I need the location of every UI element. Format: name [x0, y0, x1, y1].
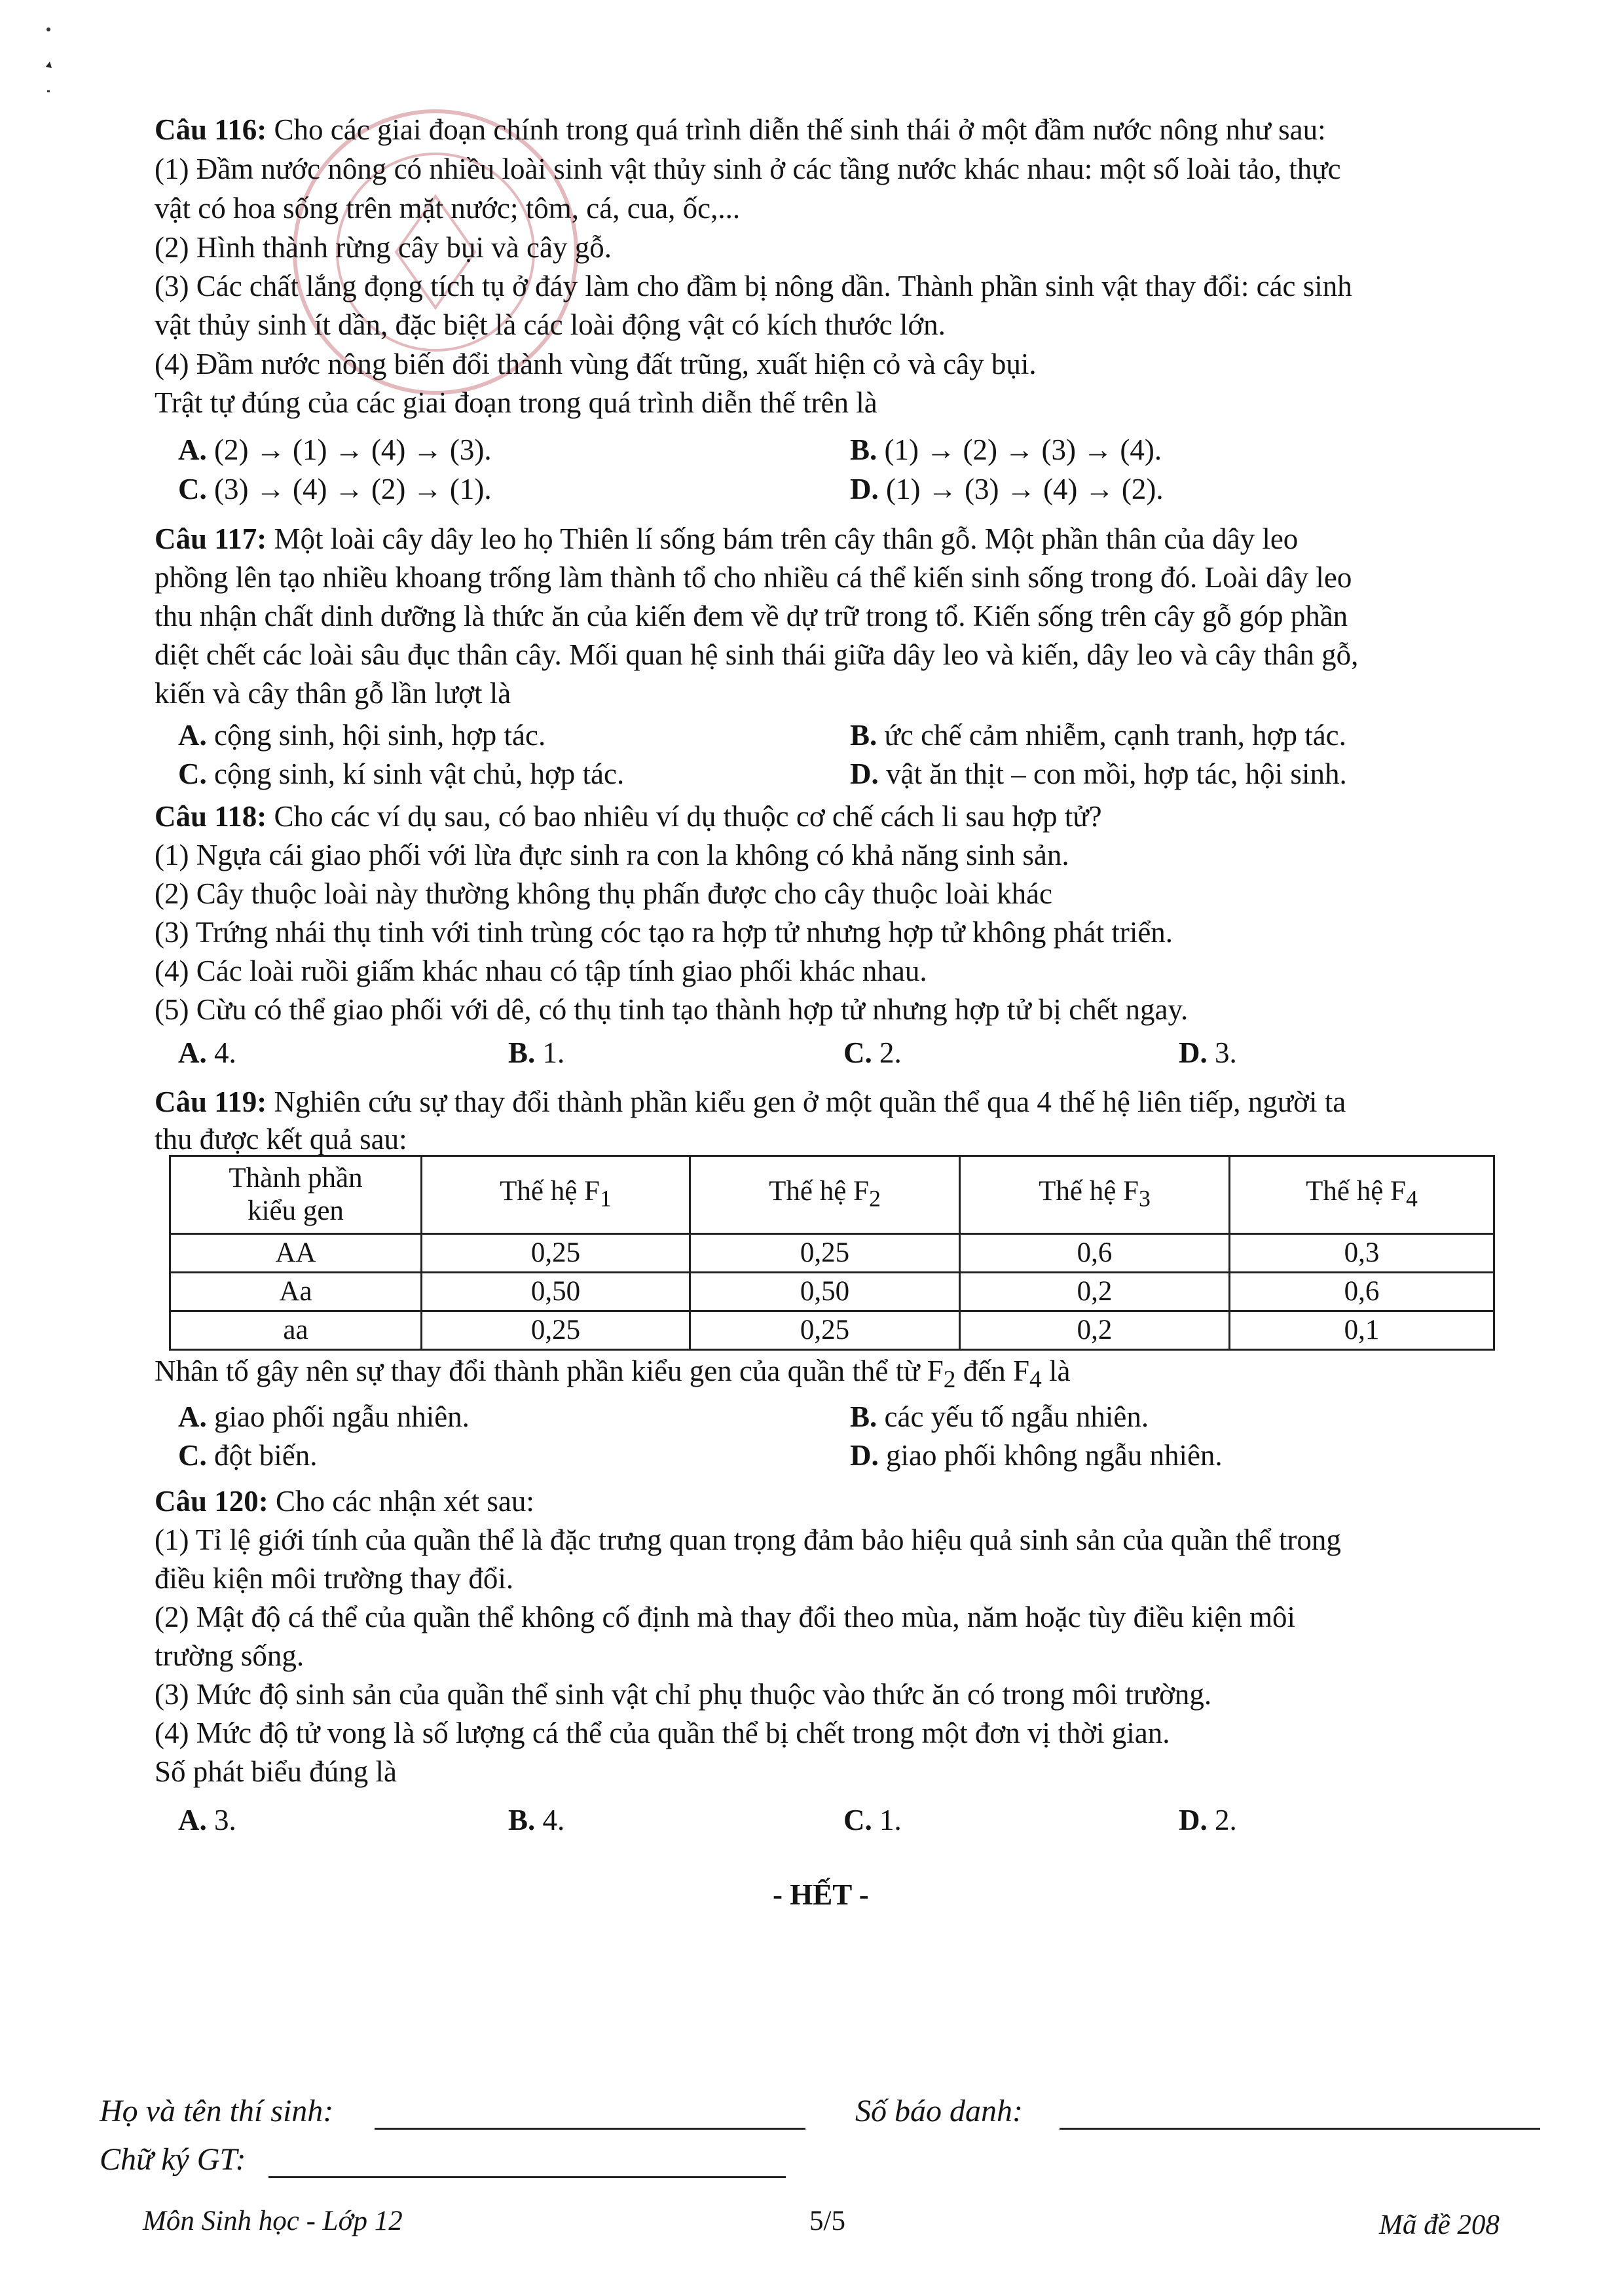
q120-stem-line-8: Số phát biểu đúng là	[155, 1755, 397, 1788]
signature-label: Chữ ký GT:	[100, 2142, 246, 2177]
q120-option-a: A. 3.	[178, 1804, 236, 1836]
q120-option-c: C. 1.	[843, 1804, 902, 1836]
table-header-f2: Thế hệ $F_2$	[690, 1156, 960, 1234]
table-cell: 0,3	[1230, 1234, 1494, 1273]
q120-stem-line-1: Câu 120: Cho các nhận xét sau:	[155, 1485, 534, 1518]
table-cell: 0,1	[1230, 1311, 1494, 1350]
genotype-table	[169, 1155, 1495, 1351]
table-cell: 0,25	[422, 1311, 690, 1350]
end-mark: - HẾT -	[773, 1878, 869, 1911]
table-header-f4: Thế hệ $F_4$	[1230, 1156, 1494, 1234]
q117-stem-line-1: Câu 117: Một loài cây dây leo họ Thiên lí sống bám trên cây thân gỗ. Một phần thân của dây leo	[155, 522, 1299, 555]
table-row	[170, 1311, 1494, 1350]
q116-stem-line-2: (1) Đầm nước nông có nhiều loài sinh vật thủy sinh ở các tầng nước khác nhau: một số loài tảo, thực	[155, 153, 1341, 185]
q116-stem-line-5: (3) Các chất lắng đọng tích tụ ở đáy làm cho đầm bị nông dần. Thành phần sinh vật thay đổi: các sinh	[155, 270, 1352, 302]
footer-subject: Môn Sinh học - Lớp 12	[143, 2206, 403, 2236]
q116-option-a: A. (2) → (1) → (4) → (3).	[178, 433, 492, 466]
q120-stem-line-5: trường sống.	[155, 1639, 304, 1672]
q119-stem-line-1: Câu 119: Nghiên cứu sự thay đổi thành phần kiểu gen ở một quần thể qua 4 thế hệ liên tiếp, người ta	[155, 1085, 1346, 1118]
q117-stem-line-4: diệt chết các loài sâu đục thân cây. Mối quan hệ sinh thái giữa dây leo và kiến, dây leo và cây thân gỗ,	[155, 638, 1359, 671]
q116-option-c: C. (3) → (4) → (2) → (1).	[178, 473, 492, 505]
candidate-id-line	[1060, 2128, 1540, 2130]
q120-option-d: D. 2.	[1179, 1804, 1237, 1836]
table-row	[170, 1234, 1494, 1273]
q116-stem-line-6: vật thủy sinh ít dần, đặc biệt là các loài động vật có kích thước lớn.	[155, 308, 946, 341]
q120-number: Câu 120:	[155, 1485, 268, 1518]
q116-option-d: D. (1) → (3) → (4) → (2).	[850, 473, 1164, 505]
q120-option-b: B. 4.	[508, 1804, 565, 1836]
q118-stem-line-4: (3) Trứng nhái thụ tinh với tinh trùng cóc tạo ra hợp tử nhưng hợp tử không phát triển.	[155, 916, 1173, 949]
q116-stem-line-4: (2) Hình thành rừng cây bụi và cây gỗ.	[155, 231, 612, 264]
q119-after-table: Nhân tố gây nên sự thay đổi thành phần kiểu gen của quần thể từ $F_2$ đến $F_4$ là	[155, 1355, 1071, 1393]
q118-option-c: C. 2.	[843, 1036, 902, 1069]
q118-stem-line-5: (4) Các loài ruồi giấm khác nhau có tập tính giao phối khác nhau.	[155, 955, 927, 987]
q116-stem-line-3: vật có hoa sống trên mặt nước; tôm, cá, cua, ốc,...	[155, 192, 741, 225]
q118-stem-line-2: (1) Ngựa cái giao phối với lừa đực sinh ra con la không có khả năng sinh sản.	[155, 839, 1069, 871]
table-cell: 0,25	[690, 1311, 960, 1350]
table-cell: 0,50	[690, 1273, 960, 1311]
scan-marks	[43, 26, 56, 98]
table-cell: 0,50	[422, 1273, 690, 1311]
q119-option-c: C. đột biến.	[178, 1439, 318, 1472]
q118-option-b: B. 1.	[508, 1036, 565, 1069]
signature-line	[268, 2176, 786, 2178]
table-cell: 0,2	[960, 1273, 1230, 1311]
candidate-id-label: Số báo danh:	[855, 2094, 1023, 2128]
q118-option-d: D. 3.	[1179, 1036, 1237, 1069]
q116-stem-line-1: Câu 116: Cho các giai đoạn chính trong quá trình diễn thế sinh thái ở một đầm nước nông như sau:	[155, 113, 1326, 146]
q118-number: Câu 118:	[155, 800, 267, 833]
q116-number: Câu 116:	[155, 113, 267, 146]
q117-stem-line-5: kiến và cây thân gỗ lần lượt là	[155, 677, 511, 710]
q119-option-d: D. giao phối không ngẫu nhiên.	[850, 1439, 1223, 1472]
q120-stem-line-2: (1) Tỉ lệ giới tính của quần thể là đặc trưng quan trọng đảm bảo hiệu quả sinh sản của quần thể trong	[155, 1523, 1341, 1556]
footer-exam-code: Mã đề 208	[1379, 2210, 1500, 2240]
table-cell-genotype: aa	[170, 1311, 422, 1350]
q117-option-a: A. cộng sinh, hội sinh, hợp tác.	[178, 719, 546, 752]
table-header-row	[170, 1156, 1494, 1234]
q120-stem-line-6: (3) Mức độ sinh sản của quần thể sinh vật chỉ phụ thuộc vào thức ăn có trong môi trường.	[155, 1678, 1212, 1711]
table-row	[170, 1273, 1494, 1311]
q117-stem-line-2: phồng lên tạo nhiều khoang trống làm thành tổ cho nhiều cá thể kiến sinh sống trong đó. Loài dây leo	[155, 561, 1352, 594]
q118-stem-line-6: (5) Cừu có thể giao phối với dê, có thụ tinh tạo thành hợp tử nhưng hợp tử bị chết ngay.	[155, 993, 1189, 1026]
table-header-genotype: Thành phần kiểu gen	[170, 1156, 422, 1234]
footer-page: 5/5	[809, 2206, 845, 2236]
q119-option-a: A. giao phối ngẫu nhiên.	[178, 1400, 470, 1433]
candidate-name-label: Họ và tên thí sinh:	[100, 2094, 334, 2128]
q119-number: Câu 119:	[155, 1085, 267, 1118]
table-cell-genotype: Aa	[170, 1273, 422, 1311]
q119-option-b: B. các yếu tố ngẫu nhiên.	[850, 1400, 1149, 1433]
q117-stem-line-3: thu nhận chất dinh dưỡng là thức ăn của kiến đem về dự trữ trong tổ. Kiến sống trên cây gỗ góp phần	[155, 600, 1348, 632]
table-cell: 0,25	[422, 1234, 690, 1273]
q120-stem-line-4: (2) Mật độ cá thể của quần thể không cố định mà thay đổi theo mùa, năm hoặc tùy điều kiện môi	[155, 1601, 1296, 1633]
candidate-name-line	[375, 2128, 805, 2130]
q118-option-a: A. 4.	[178, 1036, 236, 1069]
q118-stem-line-1: Câu 118: Cho các ví dụ sau, có bao nhiêu ví dụ thuộc cơ chế cách li sau hợp tử?	[155, 800, 1102, 833]
q116-stem-line-7: (4) Đầm nước nông biến đổi thành vùng đất trũng, xuất hiện cỏ và cây bụi.	[155, 348, 1037, 380]
table-cell: 0,6	[1230, 1273, 1494, 1311]
table-cell: 0,6	[960, 1234, 1230, 1273]
q117-option-d: D. vật ăn thịt – con mồi, hợp tác, hội sinh.	[850, 757, 1347, 790]
q119-stem-line-2: thu được kết quả sau:	[155, 1123, 407, 1156]
table-cell: 0,25	[690, 1234, 960, 1273]
table-header-f3: Thế hệ $F_3$	[960, 1156, 1230, 1234]
q120-stem-line-7: (4) Mức độ tử vong là số lượng cá thể của quần thể bị chết trong một đơn vị thời gian.	[155, 1717, 1170, 1749]
q117-option-b: B. ức chế cảm nhiễm, cạnh tranh, hợp tác.	[850, 719, 1346, 752]
q118-stem-line-3: (2) Cây thuộc loài này thường không thụ phấn được cho cây thuộc loài khác	[155, 877, 1053, 910]
table-header-f1: Thế hệ $F_1$	[422, 1156, 690, 1234]
table-cell-genotype: AA	[170, 1234, 422, 1273]
q117-option-c: C. cộng sinh, kí sinh vật chủ, hợp tác.	[178, 757, 625, 790]
q120-stem-line-3: điều kiện môi trường thay đổi.	[155, 1562, 514, 1595]
q117-number: Câu 117:	[155, 522, 267, 555]
q116-stem-line-8: Trật tự đúng của các giai đoạn trong quá trình diễn thế trên là	[155, 386, 877, 419]
table-cell: 0,2	[960, 1311, 1230, 1350]
q116-option-b: B. (1) → (2) → (3) → (4).	[850, 433, 1162, 466]
